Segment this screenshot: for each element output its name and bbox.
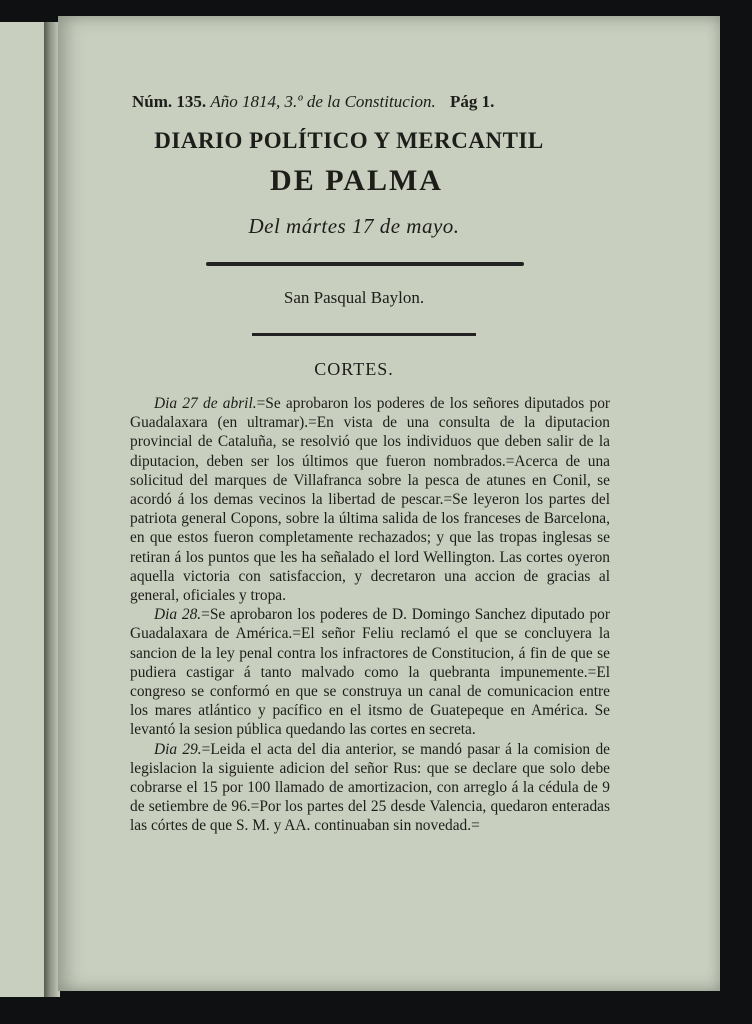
masthead-city: DE PALMA <box>270 164 443 197</box>
issue-year: Año 1814, <box>210 92 281 111</box>
issue-header <box>132 92 592 112</box>
issue-date: Del mártes 17 de mayo. <box>248 214 460 238</box>
entry-text: =Se aprobaron los poderes de D. Domingo Sanchez diputado por Guadalaxara de América.=El señor Feliu reclamó el que se concluyera la sancion de la ley penal contra los infractores de Constitucion, á fin de que se pudiera castigar á tanto malvado como la quebranta impunemente.=El congreso se conformó en que se construya un canal de comunicacion entre los mares atlántico y pacífico en el itsmo de Guatepeque en América. Se levantó la sesion pública quedando las cortes en secreta. <box>130 606 610 739</box>
constitution-year: 3.º de la Constitucion. <box>284 92 436 111</box>
adjacent-page-edge <box>0 22 46 997</box>
article-body <box>130 394 610 836</box>
entry-date: Dia 29. <box>154 740 202 758</box>
entry-paragraph <box>130 394 610 605</box>
section-title: CORTES. <box>314 359 394 379</box>
entry-date: Dia 27 de abril. <box>154 395 257 412</box>
entry-paragraph <box>130 740 610 836</box>
page-number: Pág 1. <box>449 92 495 111</box>
entry-date: Dia 28. <box>154 606 202 624</box>
divider-rule <box>252 333 476 336</box>
decorative-rule <box>206 262 524 266</box>
masthead-title: DIARIO POLÍTICO Y MERCANTIL <box>154 128 544 153</box>
entry-paragraph <box>130 605 610 739</box>
issue-number: Núm. 135. <box>132 92 207 111</box>
newspaper-page <box>58 16 720 991</box>
entry-text: =Leida el acta del dia anterior, se mandó pasar á la comision de legislacion la siguiente adicion del señor Rus: que se declare que solo debe cobrarse el 15 por 100 llamado de amortizacion, con arreglo á la cédula de 9 de setiembre de 96.=Por los partes del 25 desde Valencia, quedaron enteradas las córtes de que S. M. y AA. continuaban sin novedad.= <box>130 740 610 835</box>
saint-of-the-day: San Pasqual Baylon. <box>283 288 425 307</box>
entry-text: =Se aprobaron los poderes de los señores diputados por Guadalaxara (en ultramar).=En vista de una consulta de la diputacion provincial de Cataluña, se resolvió que los individuos que deben salir de la diputacion, deben ser los últimos que fueron nombrados.=Acerca de una solicitud del marques de Villafranca sobre la pesca de atunes en Conil, se acordó á los demas vecinos la libertad de pescar.=Se leyeron los partes del patriota general Copons, sobre la última salida de los franceses de Barcelona, en que estos fueron completamente rechazados; y que las tropas inglesas se retiran á los puntos que les ha señalado el lord Wellington. Las cortes oyeron aquella victoria con satisfaccion, y decretaron una accion de gracias al general, oficiales y tropa. <box>130 395 611 605</box>
